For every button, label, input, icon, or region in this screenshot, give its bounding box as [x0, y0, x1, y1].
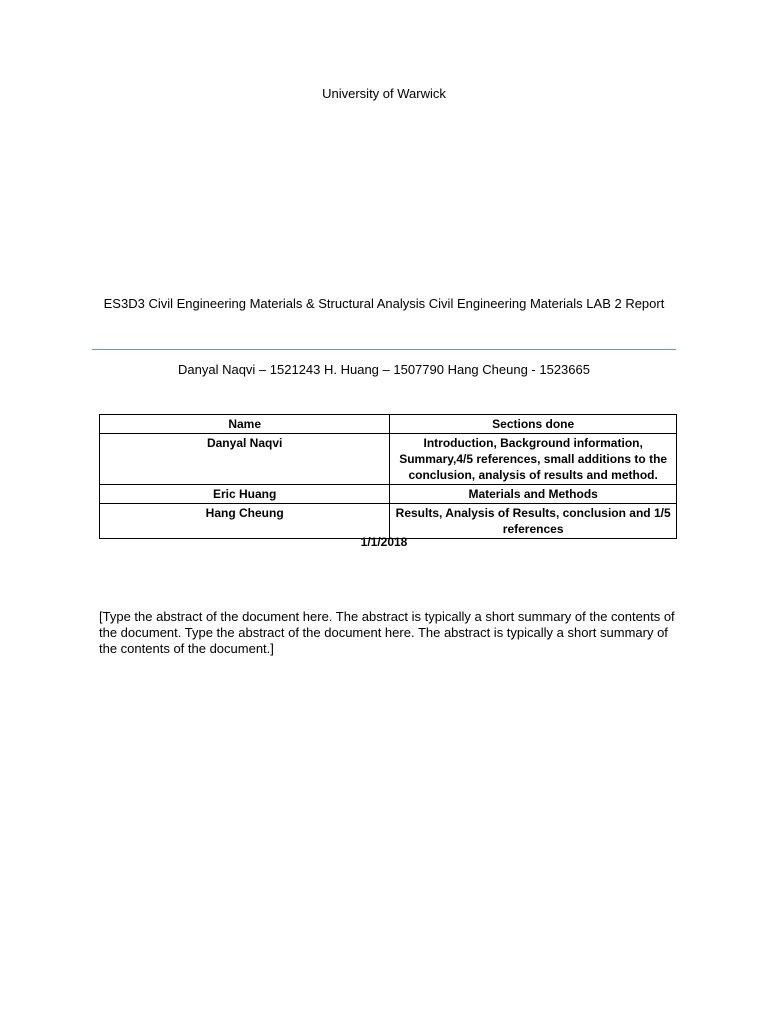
authors-line: Danyal Naqvi – 1521243 H. Huang – 1507790 Hang Cheung - 1523665 — [178, 362, 590, 377]
table-row — [100, 504, 677, 539]
row-name: Eric Huang — [100, 485, 390, 504]
row-sections: Materials and Methods — [390, 485, 677, 504]
header-sections-done: Sections done — [390, 415, 677, 434]
row-name: Danyal Naqvi — [100, 434, 390, 485]
row-name: Hang Cheung — [100, 504, 390, 539]
table-header-row — [100, 415, 677, 434]
title-divider — [92, 349, 676, 350]
table-row — [100, 485, 677, 504]
row-sections: Introduction, Background information, Summary,4/5 references, small additions to the conclusion, analysis of results and method. — [390, 434, 677, 485]
contribution-table — [99, 414, 677, 539]
abstract-text[interactable]: [Type the abstract of the document here. The abstract is typically a short summary of the contents of the document. Type the abstract of the document here. The abstract is typically a short summary of the contents of the document.] — [99, 609, 675, 656]
document-date: 1/1/2018 — [360, 535, 408, 549]
report-title: ES3D3 Civil Engineering Materials & Structural Analysis Civil Engineering Materials LAB 2 Report — [103, 296, 665, 311]
table-row — [100, 434, 677, 485]
row-sections: Results, Analysis of Results, conclusion and 1/5 references — [390, 504, 677, 539]
university-name: University of Warwick — [322, 86, 446, 101]
header-name: Name — [100, 415, 390, 434]
